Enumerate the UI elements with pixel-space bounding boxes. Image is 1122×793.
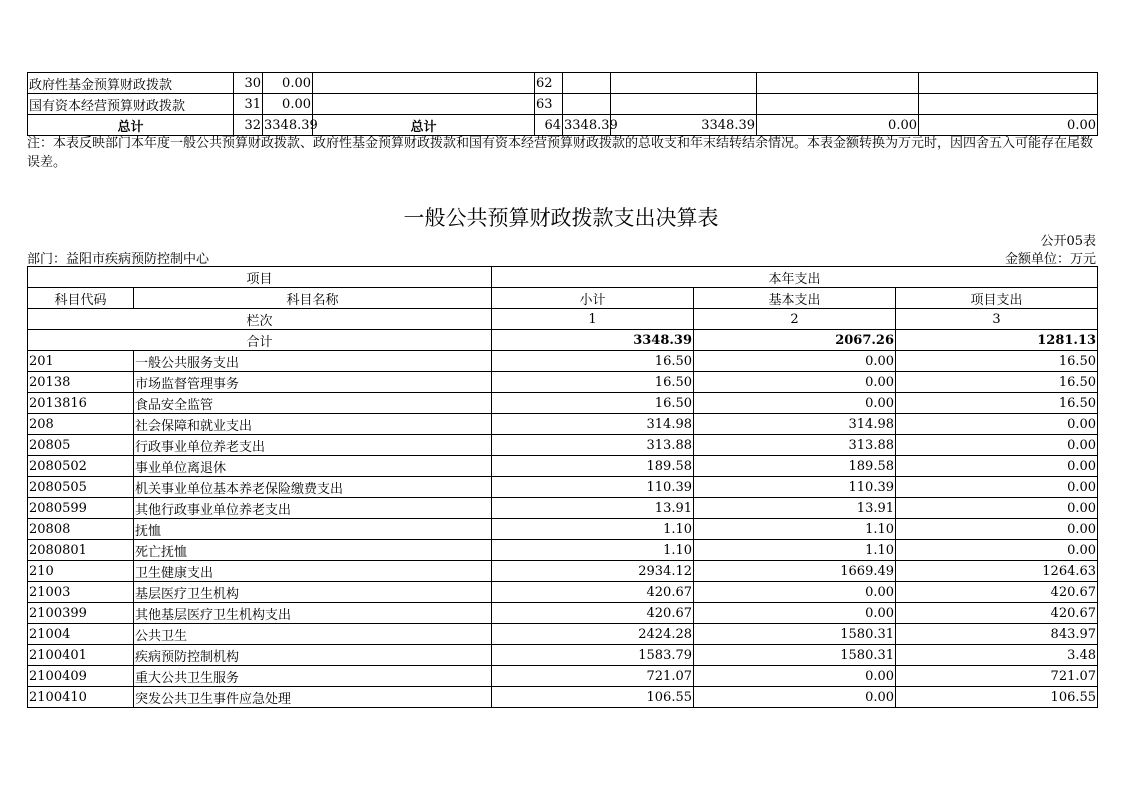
project-value: 106.55	[896, 687, 1098, 708]
subject-name: 其他基层医疗卫生机构支出	[134, 603, 492, 624]
subject-name: 抚恤	[134, 519, 492, 540]
top-cell-c: 0.00	[757, 115, 919, 136]
subject-name: 基层医疗卫生机构	[134, 582, 492, 603]
header-row-3	[28, 309, 1098, 330]
top-cell-b	[611, 94, 757, 115]
table-row	[28, 435, 1098, 456]
top-cell-amt: 3348.39	[263, 115, 313, 136]
top-cell-d: 0.00	[919, 115, 1098, 136]
subject-name: 疾病预防控制机构	[134, 645, 492, 666]
subtotal-value: 1.10	[492, 519, 694, 540]
subject-code: 2100401	[28, 645, 134, 666]
top-cell-d	[919, 73, 1098, 94]
top-total-row	[28, 115, 1098, 136]
subject-code: 21003	[28, 582, 134, 603]
basic-value: 0.00	[694, 351, 896, 372]
top-cell-no2: 62	[535, 73, 563, 94]
project-value: 16.50	[896, 372, 1098, 393]
table-row	[28, 414, 1098, 435]
top-table-row	[28, 73, 1098, 94]
subject-code: 2100409	[28, 666, 134, 687]
subject-code: 2080505	[28, 477, 134, 498]
project-value: 0.00	[896, 414, 1098, 435]
subject-name: 公共卫生	[134, 624, 492, 645]
header-c1: 1	[492, 309, 694, 330]
top-cell-label: 总计	[28, 115, 234, 136]
project-value: 0.00	[896, 477, 1098, 498]
top-cell-a	[563, 73, 611, 94]
subject-name: 社会保障和就业支出	[134, 414, 492, 435]
subject-name: 卫生健康支出	[134, 561, 492, 582]
table-row	[28, 540, 1098, 561]
top-cell-b	[611, 73, 757, 94]
project-value: 3.48	[896, 645, 1098, 666]
subject-name: 一般公共服务支出	[134, 351, 492, 372]
basic-value: 0.00	[694, 666, 896, 687]
top-cell-c	[757, 73, 919, 94]
top-cell-no: 30	[234, 73, 263, 94]
basic-value: 1669.49	[694, 561, 896, 582]
subject-code: 20138	[28, 372, 134, 393]
basic-value: 1580.31	[694, 624, 896, 645]
header-project: 项目支出	[896, 288, 1098, 309]
basic-value: 13.91	[694, 498, 896, 519]
subject-name: 重大公共卫生服务	[134, 666, 492, 687]
total-project: 1281.13	[896, 330, 1098, 351]
header-name: 科目名称	[134, 288, 492, 309]
top-cell-b: 3348.39	[611, 115, 757, 136]
table-row	[28, 372, 1098, 393]
header-subtotal: 小计	[492, 288, 694, 309]
top-cell-no2: 64	[535, 115, 563, 136]
basic-value: 313.88	[694, 435, 896, 456]
basic-value: 1.10	[694, 519, 896, 540]
total-subtotal: 3348.39	[492, 330, 694, 351]
table-row	[28, 603, 1098, 624]
table-row	[28, 351, 1098, 372]
subject-name: 事业单位离退休	[134, 456, 492, 477]
project-value: 16.50	[896, 393, 1098, 414]
table-row	[28, 666, 1098, 687]
top-cell-label: 政府性基金预算财政拨款	[28, 73, 234, 94]
subtotal-value: 2424.28	[492, 624, 694, 645]
basic-value: 110.39	[694, 477, 896, 498]
table-row	[28, 477, 1098, 498]
basic-value: 0.00	[694, 603, 896, 624]
basic-value: 0.00	[694, 372, 896, 393]
subtotal-value: 313.88	[492, 435, 694, 456]
header-c3: 3	[896, 309, 1098, 330]
expenditure-table	[27, 266, 1098, 708]
subject-name: 机关事业单位基本养老保险缴费支出	[134, 477, 492, 498]
table-row	[28, 393, 1098, 414]
table-row	[28, 456, 1098, 477]
header-column-label: 栏次	[28, 309, 492, 330]
subtotal-value: 420.67	[492, 582, 694, 603]
subject-name: 死亡抚恤	[134, 540, 492, 561]
project-value: 0.00	[896, 498, 1098, 519]
prior-table-fragment	[27, 72, 1098, 136]
top-cell-a: 3348.39	[563, 115, 611, 136]
basic-value: 314.98	[694, 414, 896, 435]
subject-code: 201	[28, 351, 134, 372]
subject-name: 行政事业单位养老支出	[134, 435, 492, 456]
page-title: 一般公共预算财政拨款支出决算表	[403, 206, 719, 230]
top-cell-d	[919, 94, 1098, 115]
project-value: 721.07	[896, 666, 1098, 687]
table-note: 注：本表反映部门本年度一般公共预算财政拨款、政府性基金预算财政拨款和国有资本经营预算财政拨款的总收支和年末结转结余情况。本表金额转换为万元时，因四舍五入可能存在尾数误差。	[27, 136, 1094, 170]
subtotal-value: 420.67	[492, 603, 694, 624]
header-c2: 2	[694, 309, 896, 330]
total-row	[28, 330, 1098, 351]
project-value: 0.00	[896, 435, 1098, 456]
unit-label: 金额单位：万元	[1004, 252, 1096, 267]
table-row	[28, 498, 1098, 519]
top-table-row	[28, 94, 1098, 115]
subtotal-value: 189.58	[492, 456, 694, 477]
subtotal-value: 16.50	[492, 393, 694, 414]
project-value: 420.67	[896, 582, 1098, 603]
subtotal-value: 13.91	[492, 498, 694, 519]
top-cell-label2: 总计	[313, 115, 535, 136]
top-cell-no: 32	[234, 115, 263, 136]
project-value: 16.50	[896, 351, 1098, 372]
header-row-1	[28, 267, 1098, 288]
project-value: 1264.63	[896, 561, 1098, 582]
top-cell-label: 国有资本经营预算财政拨款	[28, 94, 234, 115]
top-cell-label2	[313, 94, 535, 115]
basic-value: 1580.31	[694, 645, 896, 666]
header-current: 本年支出	[492, 267, 1098, 288]
project-value: 420.67	[896, 603, 1098, 624]
subtotal-value: 110.39	[492, 477, 694, 498]
subject-name: 其他行政事业单位养老支出	[134, 498, 492, 519]
top-cell-label2	[313, 73, 535, 94]
subtotal-value: 16.50	[492, 372, 694, 393]
total-label: 合计	[28, 330, 492, 351]
subtotal-value: 16.50	[492, 351, 694, 372]
header-row-2	[28, 288, 1098, 309]
subtotal-value: 314.98	[492, 414, 694, 435]
subtotal-value: 106.55	[492, 687, 694, 708]
table-row	[28, 582, 1098, 603]
subtotal-value: 2934.12	[492, 561, 694, 582]
subject-code: 208	[28, 414, 134, 435]
subtotal-value: 721.07	[492, 666, 694, 687]
table-row	[28, 624, 1098, 645]
total-basic: 2067.26	[694, 330, 896, 351]
project-value: 0.00	[896, 540, 1098, 561]
subject-name: 市场监督管理事务	[134, 372, 492, 393]
subtotal-value: 1.10	[492, 540, 694, 561]
project-value: 843.97	[896, 624, 1098, 645]
subject-code: 2080599	[28, 498, 134, 519]
subject-code: 2100399	[28, 603, 134, 624]
basic-value: 189.58	[694, 456, 896, 477]
subject-code: 2013816	[28, 393, 134, 414]
table-code: 公开05表	[1040, 234, 1096, 249]
top-cell-amt: 0.00	[263, 94, 313, 115]
header-basic: 基本支出	[694, 288, 896, 309]
basic-value: 0.00	[694, 582, 896, 603]
project-value: 0.00	[896, 456, 1098, 477]
subject-code: 2080801	[28, 540, 134, 561]
subject-code: 20808	[28, 519, 134, 540]
subject-code: 2100410	[28, 687, 134, 708]
subtotal-value: 1583.79	[492, 645, 694, 666]
subject-name: 食品安全监管	[134, 393, 492, 414]
subject-code: 21004	[28, 624, 134, 645]
table-row	[28, 561, 1098, 582]
basic-value: 0.00	[694, 687, 896, 708]
table-row	[28, 519, 1098, 540]
header-code: 科目代码	[28, 288, 134, 309]
subject-code: 2080502	[28, 456, 134, 477]
subject-code: 20805	[28, 435, 134, 456]
subject-code: 210	[28, 561, 134, 582]
top-cell-no2: 63	[535, 94, 563, 115]
basic-value: 0.00	[694, 393, 896, 414]
subject-name: 突发公共卫生事件应急处理	[134, 687, 492, 708]
top-cell-c	[757, 94, 919, 115]
table-row	[28, 645, 1098, 666]
department-label: 部门：益阳市疾病预防控制中心	[27, 252, 210, 267]
top-cell-a	[563, 94, 611, 115]
top-cell-amt: 0.00	[263, 73, 313, 94]
project-value: 0.00	[896, 519, 1098, 540]
basic-value: 1.10	[694, 540, 896, 561]
header-item: 项目	[28, 267, 492, 288]
table-row	[28, 687, 1098, 708]
top-cell-no: 31	[234, 94, 263, 115]
